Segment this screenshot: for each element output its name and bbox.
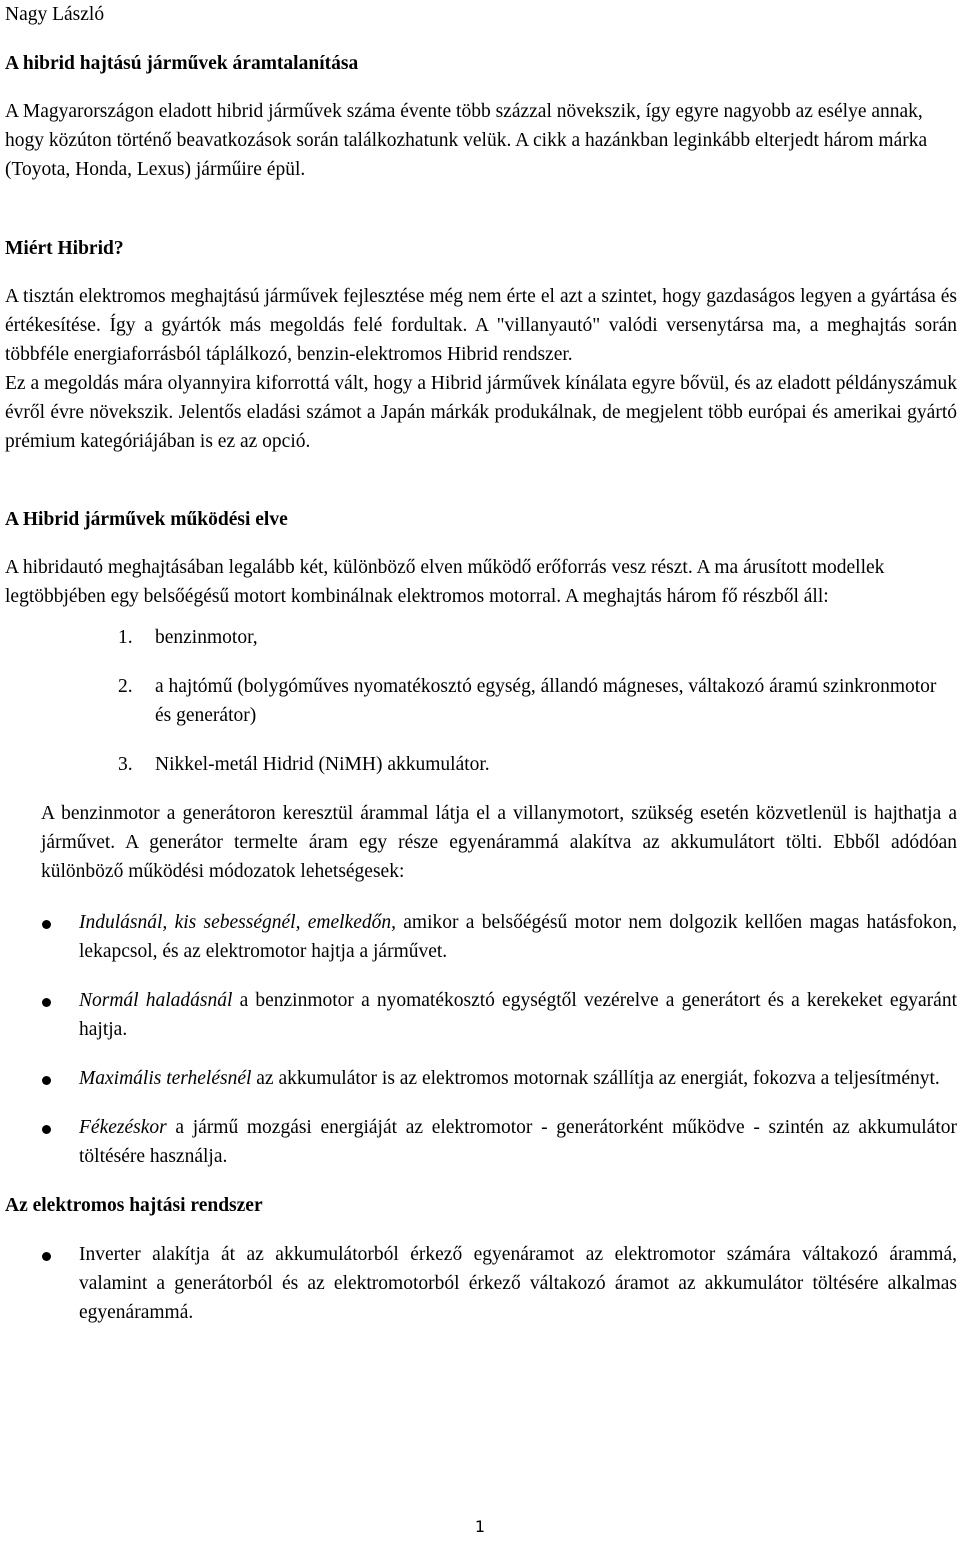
list-item-text: Inverter alakítja át az akkumulátorból érkező egyenáramot az elektromotor számára váltakozó árammá, valamint a generátorból és az elektromotorból érkező váltakozó áramot az akkumulátor töltésére alkalmas egyenárammá. bbox=[79, 1244, 957, 1323]
mode-description: a jármű mozgási energiáját az elektromotor - generátorként működve - szintén az akkumulátor töltésére használja. bbox=[79, 1117, 957, 1167]
mode-term: Maximális terhelésnél bbox=[79, 1068, 252, 1089]
mode-description: a benzinmotor a nyomatékosztó egységtől vezérelve a generátort és a kerekeket egyaránt hajtja. bbox=[79, 990, 957, 1040]
list-item-text: benzinmotor, bbox=[155, 627, 258, 648]
list-item bbox=[5, 750, 957, 779]
section-heading-why-hybrid: Miért Hibrid? bbox=[5, 238, 124, 259]
section-heading-operating-principle: A Hibrid járművek működési elve bbox=[5, 509, 288, 530]
list-item bbox=[5, 1113, 957, 1171]
mode-description: amikor a belsőégésű motor nem dolgozik kellően magas hatásfokon, lekapcsol, és az elektromotor hajtja a járművet. bbox=[79, 912, 957, 962]
list-number: 3. bbox=[118, 754, 133, 775]
list-item-text: a hajtómű (bolygóműves nyomatékosztó egység, állandó mágneses, váltakozó áramú szinkronmotor és generátor) bbox=[155, 676, 937, 726]
drive-parts-list bbox=[5, 623, 957, 779]
bullet-icon bbox=[42, 1125, 51, 1134]
bullet-icon bbox=[42, 998, 51, 1007]
list-item-text: Nikkel-metál Hidrid (NiMH) akkumulátor. bbox=[155, 754, 490, 775]
list-item bbox=[5, 908, 957, 966]
engine-paragraph: A benzinmotor a generátoron keresztül árammal látja el a villanymotort, szükség esetén közvetlenül is hajthatja a járművet. A generátor termelte áram egy része egyenárammá alakítva az akkumulátort tölti. Ebből adódóan különböző működési módozatok lehetségesek: bbox=[41, 803, 957, 882]
list-item bbox=[5, 986, 957, 1044]
section-heading-electric-drive: Az elektromos hajtási rendszer bbox=[5, 1195, 263, 1216]
bullet-icon bbox=[42, 1076, 51, 1085]
list-item bbox=[5, 1064, 957, 1093]
bullet-icon bbox=[42, 1252, 51, 1261]
operating-modes-list bbox=[5, 908, 957, 1171]
mode-term: Fékezéskor bbox=[79, 1117, 167, 1138]
why-paragraph-1: A tisztán elektromos meghajtású járművek fejlesztése még nem érte el azt a szintet, hogy gazdaságos legyen a gyártása és értékesítése. Így a gyártók más megoldás felé fordultak. A "villanyautó" valódi versenytársa ma, a meghajtás során többféle energiaforrásból táplálkozó, benzin-elektromos Hibrid rendszer. bbox=[5, 286, 957, 365]
page-number: 1 bbox=[474, 1517, 486, 1536]
list-item bbox=[5, 623, 957, 652]
intro-paragraph: A Magyarországon eladott hibrid járművek száma évente több százzal növekszik, így egyre nagyobb az esélye annak, hogy közúton történő beavatkozások során találkozhatunk velük. A cikk a hazánkban leginkább elterjedt három márka (Toyota, Honda, Lexus) járműire épül. bbox=[5, 101, 928, 180]
mode-term: Normál haladásnál bbox=[79, 990, 233, 1011]
electric-drive-list bbox=[5, 1240, 957, 1327]
why-paragraph-2: Ez a megoldás mára olyannyira kiforrottá vált, hogy a Hibrid járművek kínálata egyre bővül, és az eladott példányszámuk évről évre növekszik. Jelentős eladási számot a Japán márkák produkálnak, de megjelent több európai és amerikai gyártó prémium kategóriájában is ez az opció. bbox=[5, 373, 957, 452]
document-page bbox=[5, 0, 957, 1327]
list-number: 2. bbox=[118, 676, 133, 697]
bullet-icon bbox=[42, 920, 51, 929]
mode-description: az akkumulátor is az elektromos motornak szállítja az energiát, fokozva a teljesítményt. bbox=[251, 1068, 940, 1089]
list-item bbox=[5, 1240, 957, 1327]
list-number: 1. bbox=[118, 627, 133, 648]
principle-intro-paragraph: A hibridautó meghajtásában legalább két, különböző elven működő erőforrás vesz részt. A ma árusított modellek legtöbbjében egy belsőégésű motort kombinálnak elektromos motorral. A meghajtás három fő részből áll: bbox=[5, 557, 885, 607]
list-item bbox=[5, 672, 957, 730]
author-name: Nagy László bbox=[5, 4, 105, 25]
document-title: A hibrid hajtású járművek áramtalanítása bbox=[5, 53, 359, 74]
mode-term: Indulásnál, kis sebességnél, emelkedőn, bbox=[79, 912, 396, 933]
